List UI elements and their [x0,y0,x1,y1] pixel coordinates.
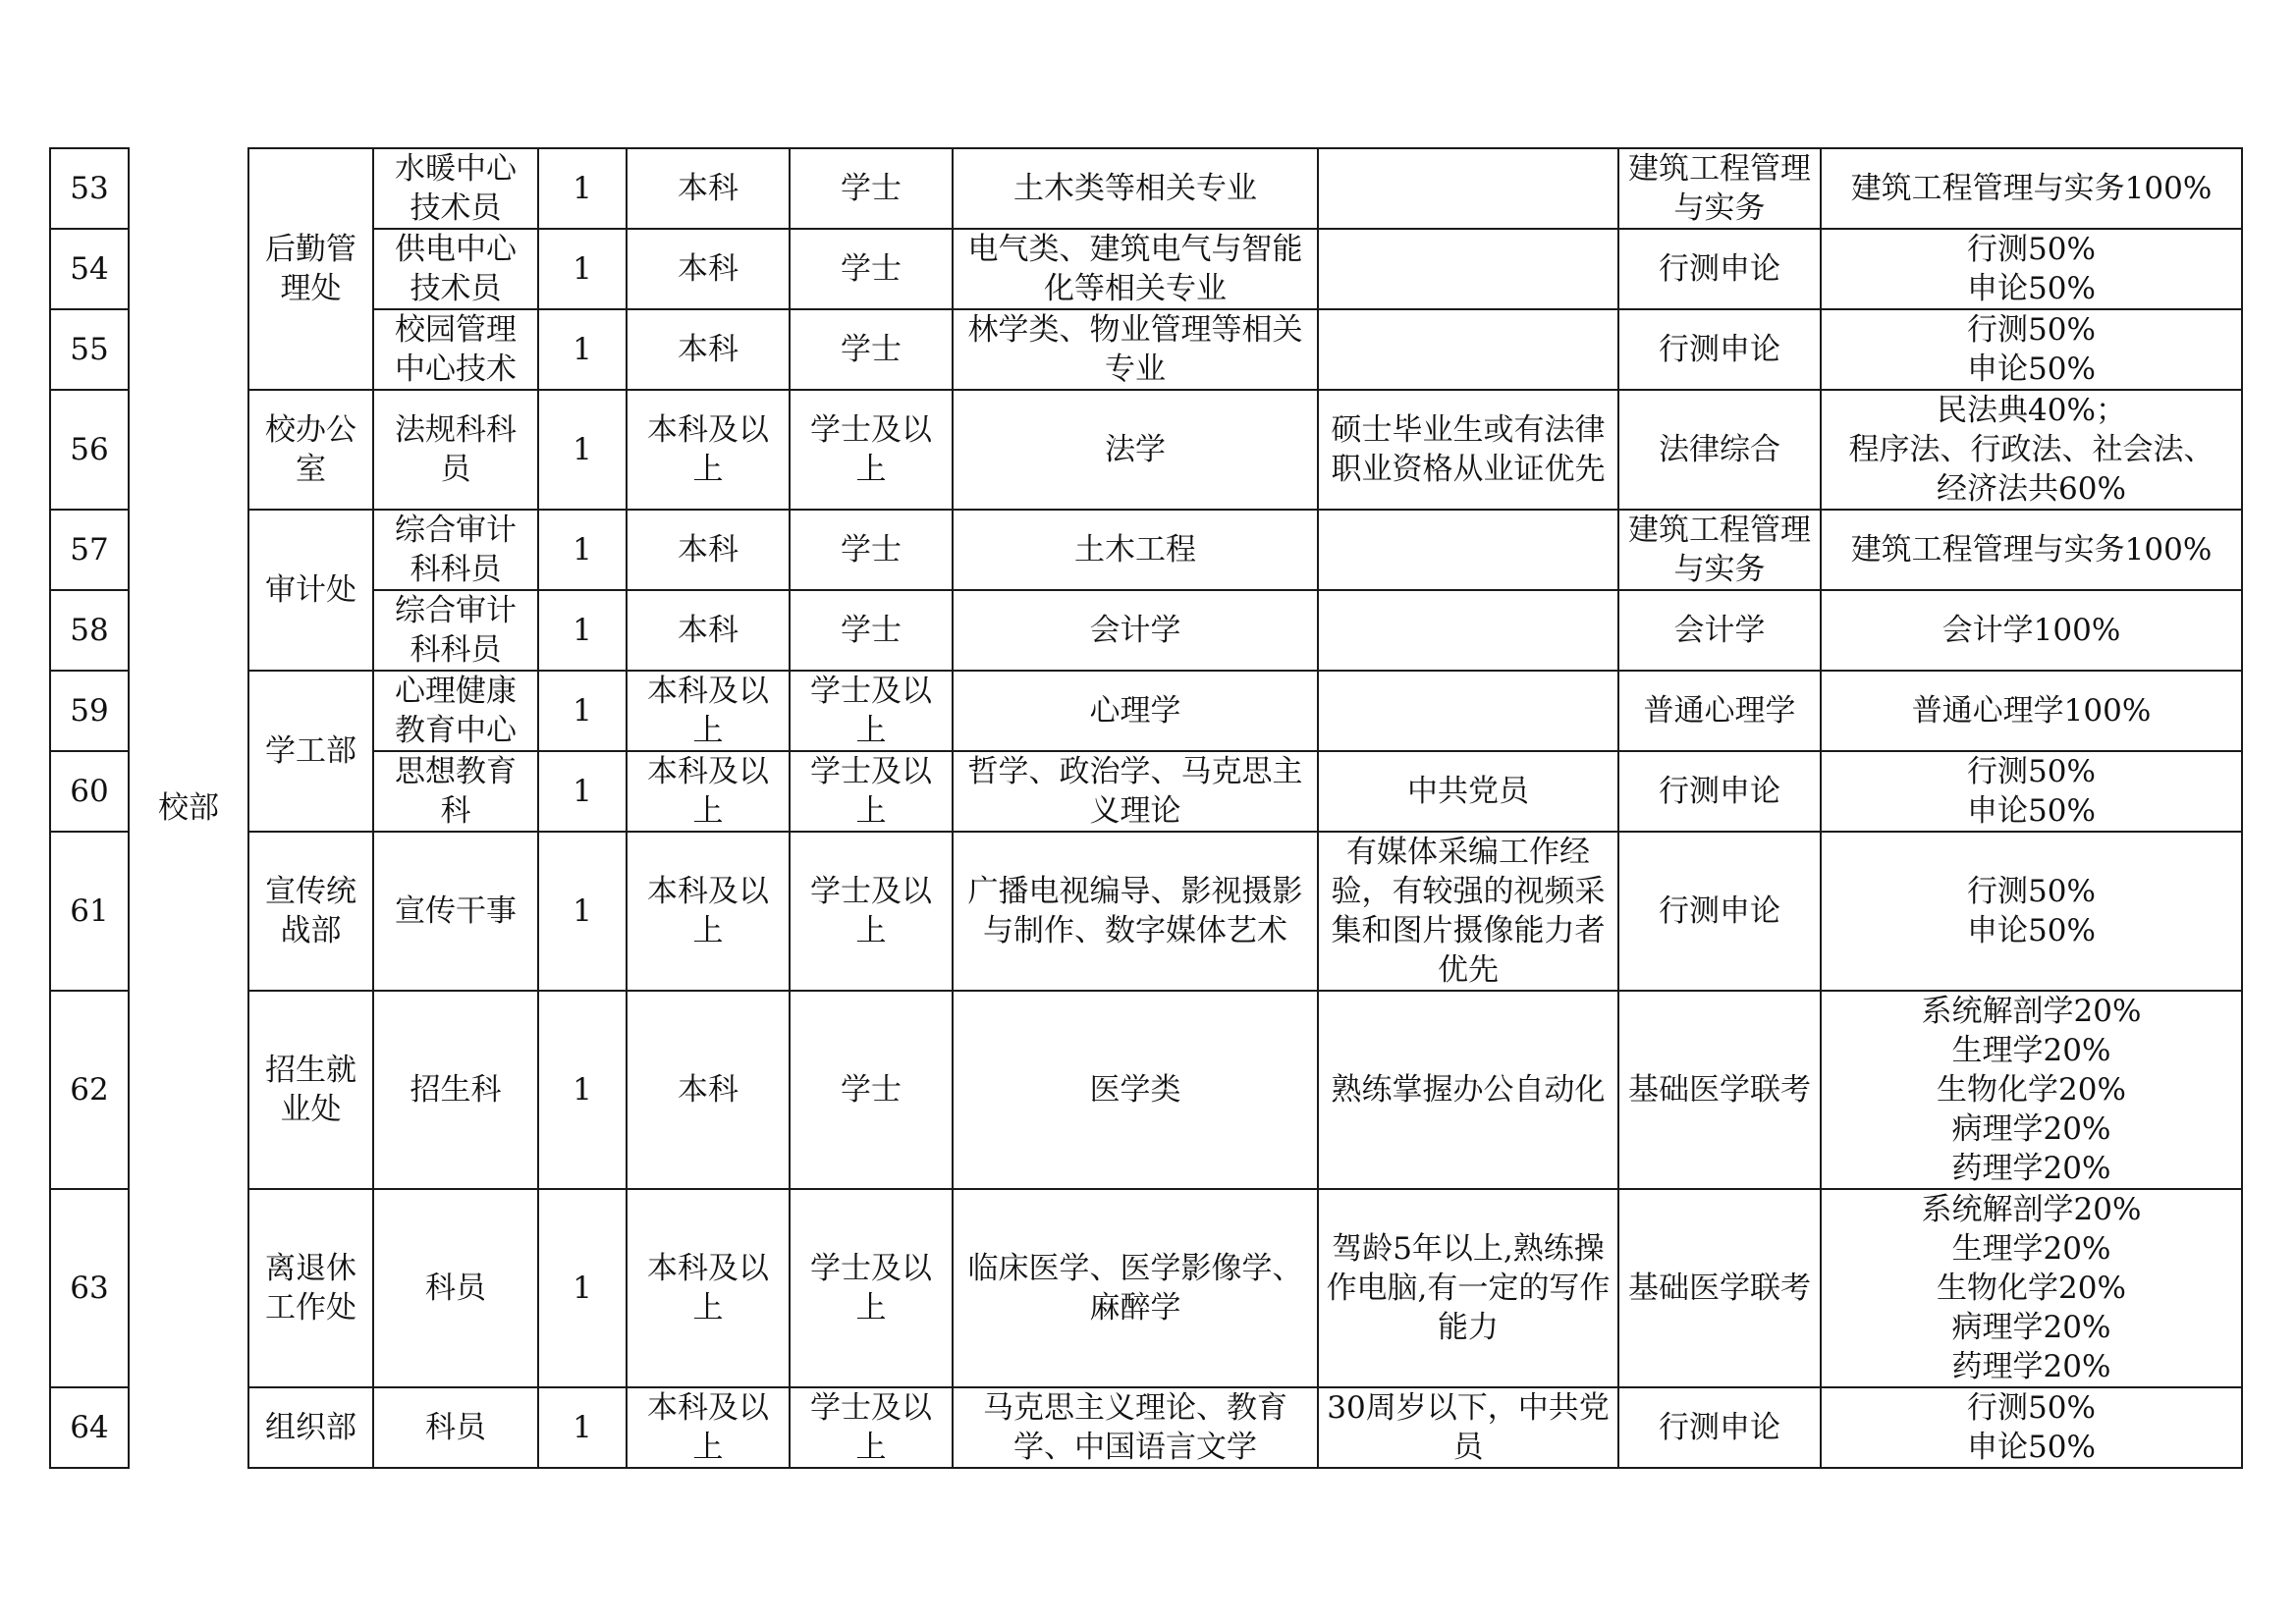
exam-content-cell [1821,751,2242,832]
content-line: 申论50% [1967,271,2096,306]
row-number: 60 [50,751,129,832]
content-line: 申论50% [1967,913,2096,948]
post-cell: 供电中心技术员 [373,229,538,309]
education-cell: 本科 [627,229,790,309]
table-row [50,671,2242,751]
row-number: 58 [50,590,129,671]
degree-cell: 学士及以上 [790,671,953,751]
major-cell: 哲学、政治学、马克思主义理论 [953,751,1318,832]
education-cell: 本科 [627,148,790,229]
other-req-cell: 有媒体采编工作经验，有较强的视频采集和图片摄像能力者优先 [1318,832,1618,991]
major-cell: 土木类等相关专业 [953,148,1318,229]
major-cell: 临床医学、医学影像学、麻醉学 [953,1189,1318,1387]
content-line: 申论50% [1967,1430,2096,1465]
post-cell: 科员 [373,1189,538,1387]
count-cell: 1 [538,309,627,390]
major-cell: 电气类、建筑电气与智能化等相关专业 [953,229,1318,309]
row-number: 64 [50,1387,129,1468]
count-cell: 1 [538,751,627,832]
post-cell: 校园管理中心技术 [373,309,538,390]
content-line: 生物化学20% [1937,1271,2126,1306]
count-cell: 1 [538,1189,627,1387]
count-cell: 1 [538,590,627,671]
table-row [50,229,2242,309]
count-cell: 1 [538,390,627,510]
degree-cell: 学士 [790,148,953,229]
row-number: 62 [50,991,129,1189]
degree-cell: 学士 [790,510,953,590]
table-row [50,390,2242,510]
post-cell: 招生科 [373,991,538,1189]
exam-content-cell [1821,991,2242,1189]
degree-cell: 学士及以上 [790,751,953,832]
education-cell: 本科 [627,309,790,390]
exam-subject-cell: 基础医学联考 [1618,1189,1821,1387]
content-line: 民法典40%； [1937,393,2126,428]
degree-cell: 学士 [790,229,953,309]
other-req-cell [1318,229,1618,309]
education-cell: 本科 [627,510,790,590]
content-line: 生理学20% [1951,1231,2111,1267]
row-number: 61 [50,832,129,991]
row-number: 54 [50,229,129,309]
degree-cell: 学士及以上 [790,1189,953,1387]
degree-cell: 学士 [790,991,953,1189]
content-line: 经济法共60% [1937,471,2126,507]
education-cell: 本科及以上 [627,1189,790,1387]
other-req-cell: 熟练掌握办公自动化 [1318,991,1618,1189]
count-cell: 1 [538,1387,627,1468]
unit-cell: 校部 [158,790,219,826]
post-cell: 综合审计科科员 [373,510,538,590]
exam-content-cell [1821,148,2242,229]
table-row [50,832,2242,991]
row-number: 53 [50,148,129,229]
content-line: 申论50% [1967,793,2096,829]
exam-content-cell [1821,390,2242,510]
table-row [50,510,2242,590]
major-cell: 会计学 [953,590,1318,671]
row-number: 57 [50,510,129,590]
content-line: 行测50% [1967,312,2096,348]
content-line: 建筑工程管理与实务100% [1850,171,2213,206]
content-line: 会计学100% [1941,613,2121,648]
content-line: 行测50% [1967,232,2096,267]
exam-content-cell [1821,229,2242,309]
exam-subject-cell: 法律综合 [1618,390,1821,510]
exam-subject-cell: 行测申论 [1618,751,1821,832]
count-cell: 1 [538,510,627,590]
exam-content-cell [1821,510,2242,590]
table-row [50,991,2242,1189]
exam-subject-cell: 普通心理学 [1618,671,1821,751]
degree-cell: 学士 [790,309,953,390]
post-cell: 思想教育科 [373,751,538,832]
dept-cell: 审计处 [248,510,373,671]
content-line: 病理学20% [1951,1111,2111,1147]
other-req-cell [1318,148,1618,229]
exam-content-cell [1821,1189,2242,1387]
dept-cell: 校办公室 [248,390,373,510]
exam-content-cell [1821,832,2242,991]
major-cell: 医学类 [953,991,1318,1189]
row-number: 56 [50,390,129,510]
exam-content-cell [1821,590,2242,671]
other-req-cell: 驾龄5年以上,熟练操作电脑,有一定的写作能力 [1318,1189,1618,1387]
exam-subject-cell: 行测申论 [1618,1387,1821,1468]
content-line: 申论50% [1967,352,2096,387]
education-cell: 本科及以上 [627,751,790,832]
count-cell: 1 [538,671,627,751]
table-row [50,309,2242,390]
education-cell: 本科及以上 [627,832,790,991]
table-row [50,1189,2242,1387]
post-cell: 科员 [373,1387,538,1468]
exam-subject-cell: 行测申论 [1618,309,1821,390]
degree-cell: 学士 [790,590,953,671]
major-cell: 心理学 [953,671,1318,751]
other-req-cell [1318,510,1618,590]
recruitment-table [49,147,2243,1469]
row-number: 59 [50,671,129,751]
education-cell: 本科 [627,991,790,1189]
post-cell: 法规科科员 [373,390,538,510]
exam-subject-cell: 基础医学联考 [1618,991,1821,1189]
content-line: 程序法、行政法、社会法、 [1848,432,2214,467]
table-row [50,148,2242,229]
content-line: 系统解剖学20% [1921,994,2142,1029]
major-cell: 马克思主义理论、教育学、中国语言文学 [953,1387,1318,1468]
post-cell: 宣传干事 [373,832,538,991]
exam-content-cell [1821,309,2242,390]
education-cell: 本科 [627,590,790,671]
other-req-cell: 中共党员 [1318,751,1618,832]
other-req-cell: 30周岁以下，中共党员 [1318,1387,1618,1468]
content-line: 药理学20% [1951,1349,2111,1384]
education-cell: 本科及以上 [627,671,790,751]
post-cell: 综合审计科科员 [373,590,538,671]
other-req-cell [1318,309,1618,390]
content-line: 行测50% [1967,874,2096,909]
degree-cell: 学士及以上 [790,390,953,510]
exam-content-cell [1821,671,2242,751]
exam-subject-cell: 会计学 [1618,590,1821,671]
degree-cell: 学士及以上 [790,1387,953,1468]
major-cell: 土木工程 [953,510,1318,590]
degree-cell: 学士及以上 [790,832,953,991]
other-req-cell: 硕士毕业生或有法律职业资格从业证优先 [1318,390,1618,510]
row-number: 63 [50,1189,129,1387]
content-line: 行测50% [1967,1390,2096,1426]
post-cell: 水暖中心技术员 [373,148,538,229]
education-cell: 本科及以上 [627,390,790,510]
content-line: 生物化学20% [1937,1072,2126,1108]
post-cell: 心理健康教育中心 [373,671,538,751]
content-line: 药理学20% [1951,1151,2111,1186]
major-cell: 法学 [953,390,1318,510]
exam-content-cell [1821,1387,2242,1468]
table-row [50,590,2242,671]
count-cell: 1 [538,229,627,309]
dept-cell: 学工部 [248,671,373,832]
content-line: 系统解剖学20% [1921,1192,2142,1227]
dept-cell: 组织部 [248,1387,373,1468]
exam-subject-cell: 建筑工程管理与实务 [1618,148,1821,229]
content-line: 建筑工程管理与实务100% [1850,532,2213,568]
major-cell: 林学类、物业管理等相关专业 [953,309,1318,390]
exam-subject-cell: 建筑工程管理与实务 [1618,510,1821,590]
dept-cell: 后勤管理处 [248,148,373,390]
table-row [50,1387,2242,1468]
count-cell: 1 [538,991,627,1189]
content-line: 病理学20% [1951,1310,2111,1345]
table-row [50,751,2242,832]
exam-subject-cell: 行测申论 [1618,229,1821,309]
count-cell: 1 [538,148,627,229]
content-line: 行测50% [1967,754,2096,789]
other-req-cell [1318,590,1618,671]
education-cell: 本科及以上 [627,1387,790,1468]
dept-cell: 宣传统战部 [248,832,373,991]
count-cell: 1 [538,832,627,991]
content-line: 生理学20% [1951,1033,2111,1068]
other-req-cell [1318,671,1618,751]
content-line: 普通心理学100% [1911,693,2152,729]
major-cell: 广播电视编导、影视摄影与制作、数字媒体艺术 [953,832,1318,991]
dept-cell: 招生就业处 [248,991,373,1189]
dept-cell: 离退休工作处 [248,1189,373,1387]
row-number: 55 [50,309,129,390]
exam-subject-cell: 行测申论 [1618,832,1821,991]
